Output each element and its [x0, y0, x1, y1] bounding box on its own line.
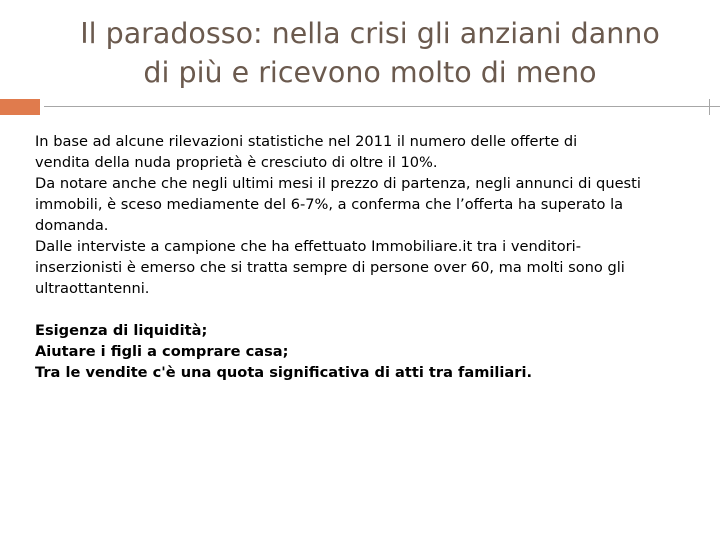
text-line: Dalle interviste a campione che ha effettuato Immobiliare.it tra i venditori-: [35, 238, 581, 255]
text-line: In base ad alcune rilevazioni statistiche nel 2011 il numero delle offerte di: [35, 133, 578, 150]
divider-end-tick: [709, 99, 710, 115]
slide-title: [40, 14, 700, 92]
text-line: vendita della nuda proprietà è cresciuto di oltre il 10%.: [35, 154, 438, 171]
accent-bar: [0, 99, 40, 115]
slide-body: [35, 131, 705, 383]
title-line-2: di più e ricevono molto di meno: [143, 56, 597, 89]
title-divider: [44, 106, 720, 107]
text-line: inserzionisti è emerso che si tratta sempre di persone over 60, ma molti sono gli: [35, 259, 625, 276]
paragraph-price-drop: [35, 173, 705, 236]
bold-item-help-children: Aiutare i figli a comprare casa;: [35, 343, 289, 360]
paragraph-statistics: [35, 131, 705, 173]
title-line-1: Il paradosso: nella crisi gli anziani danno: [80, 17, 660, 50]
text-line: immobili, è sceso mediamente del 6-7%, a conferma che l’offerta ha superato la: [35, 196, 624, 213]
paragraph-interviews: [35, 236, 705, 299]
text-line: Da notare anche che negli ultimi mesi il prezzo di partenza, negli annunci di questi: [35, 175, 641, 192]
bold-item-liquidity: Esigenza di liquidità;: [35, 322, 208, 339]
text-line: ultraottantenni.: [35, 280, 150, 297]
text-line: domanda.: [35, 217, 109, 234]
bold-item-family-sales: Tra le vendite c'è una quota significativa di atti tra familiari.: [35, 364, 533, 381]
blank-line: [35, 299, 705, 320]
